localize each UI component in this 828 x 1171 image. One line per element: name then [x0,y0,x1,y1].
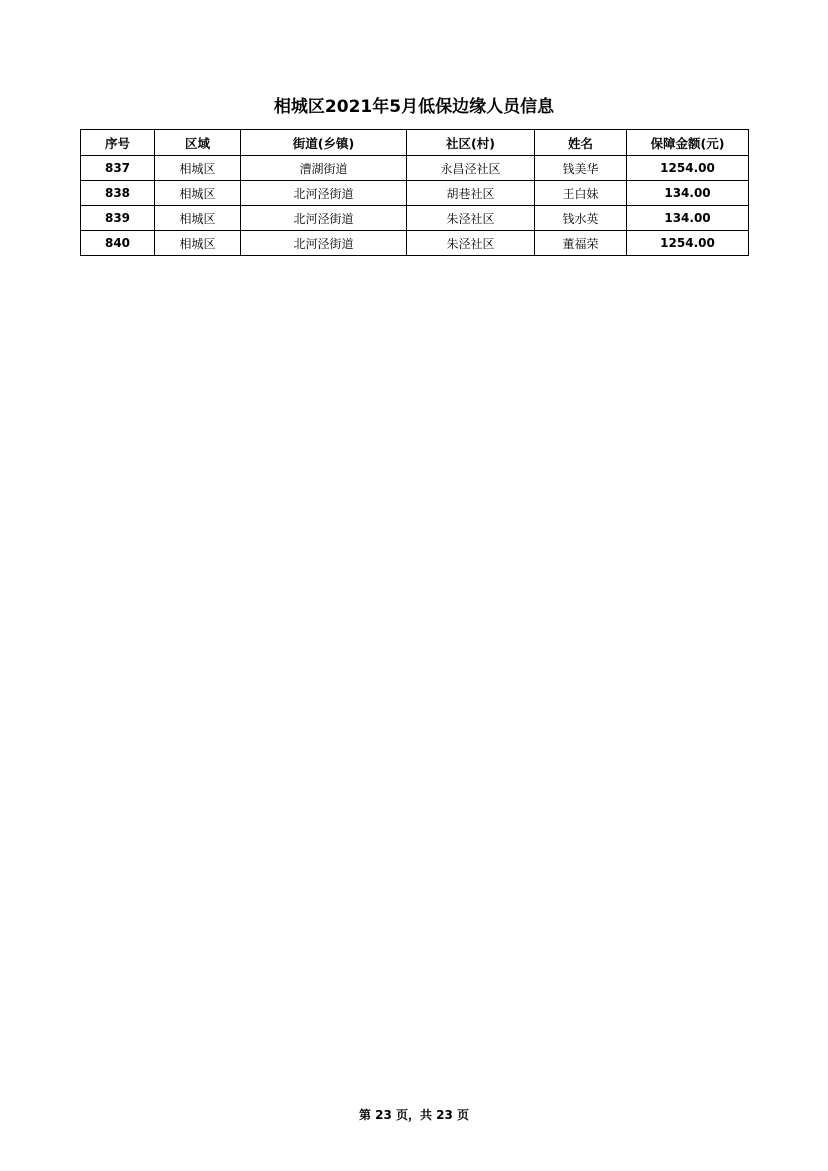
cell-district: 相城区 [155,181,241,206]
cell-street: 漕湖街道 [241,156,407,181]
data-table-container [80,129,748,256]
cell-community: 朱泾社区 [407,231,535,256]
column-header-district: 区域 [155,130,241,156]
table-header-row [81,130,749,156]
cell-community: 朱泾社区 [407,206,535,231]
data-table [80,129,749,256]
cell-street: 北河泾街道 [241,231,407,256]
cell-amount: 134.00 [627,181,749,206]
table-row [81,206,749,231]
cell-district: 相城区 [155,231,241,256]
cell-name: 钱美华 [535,156,627,181]
cell-seq: 839 [81,206,155,231]
column-header-name: 姓名 [535,130,627,156]
cell-amount: 1254.00 [627,231,749,256]
cell-street: 北河泾街道 [241,181,407,206]
cell-community: 永昌泾社区 [407,156,535,181]
page-footer: 第 23 页，共 23 页 [358,1108,470,1122]
cell-amount: 134.00 [627,206,749,231]
table-row [81,181,749,206]
cell-seq: 838 [81,181,155,206]
cell-name: 王白妹 [535,181,627,206]
column-header-amount: 保障金额(元) [627,130,749,156]
cell-amount: 1254.00 [627,156,749,181]
cell-community: 胡巷社区 [407,181,535,206]
column-header-community: 社区(村) [407,130,535,156]
cell-name: 钱水英 [535,206,627,231]
column-header-street: 街道(乡镇) [241,130,407,156]
cell-name: 董福荣 [535,231,627,256]
cell-street: 北河泾街道 [241,206,407,231]
cell-district: 相城区 [155,156,241,181]
cell-seq: 837 [81,156,155,181]
page-title: 相城区2021年5月低保边缘人员信息 [273,97,555,117]
table-row [81,156,749,181]
column-header-seq: 序号 [81,130,155,156]
table-row [81,231,749,256]
cell-district: 相城区 [155,206,241,231]
cell-seq: 840 [81,231,155,256]
